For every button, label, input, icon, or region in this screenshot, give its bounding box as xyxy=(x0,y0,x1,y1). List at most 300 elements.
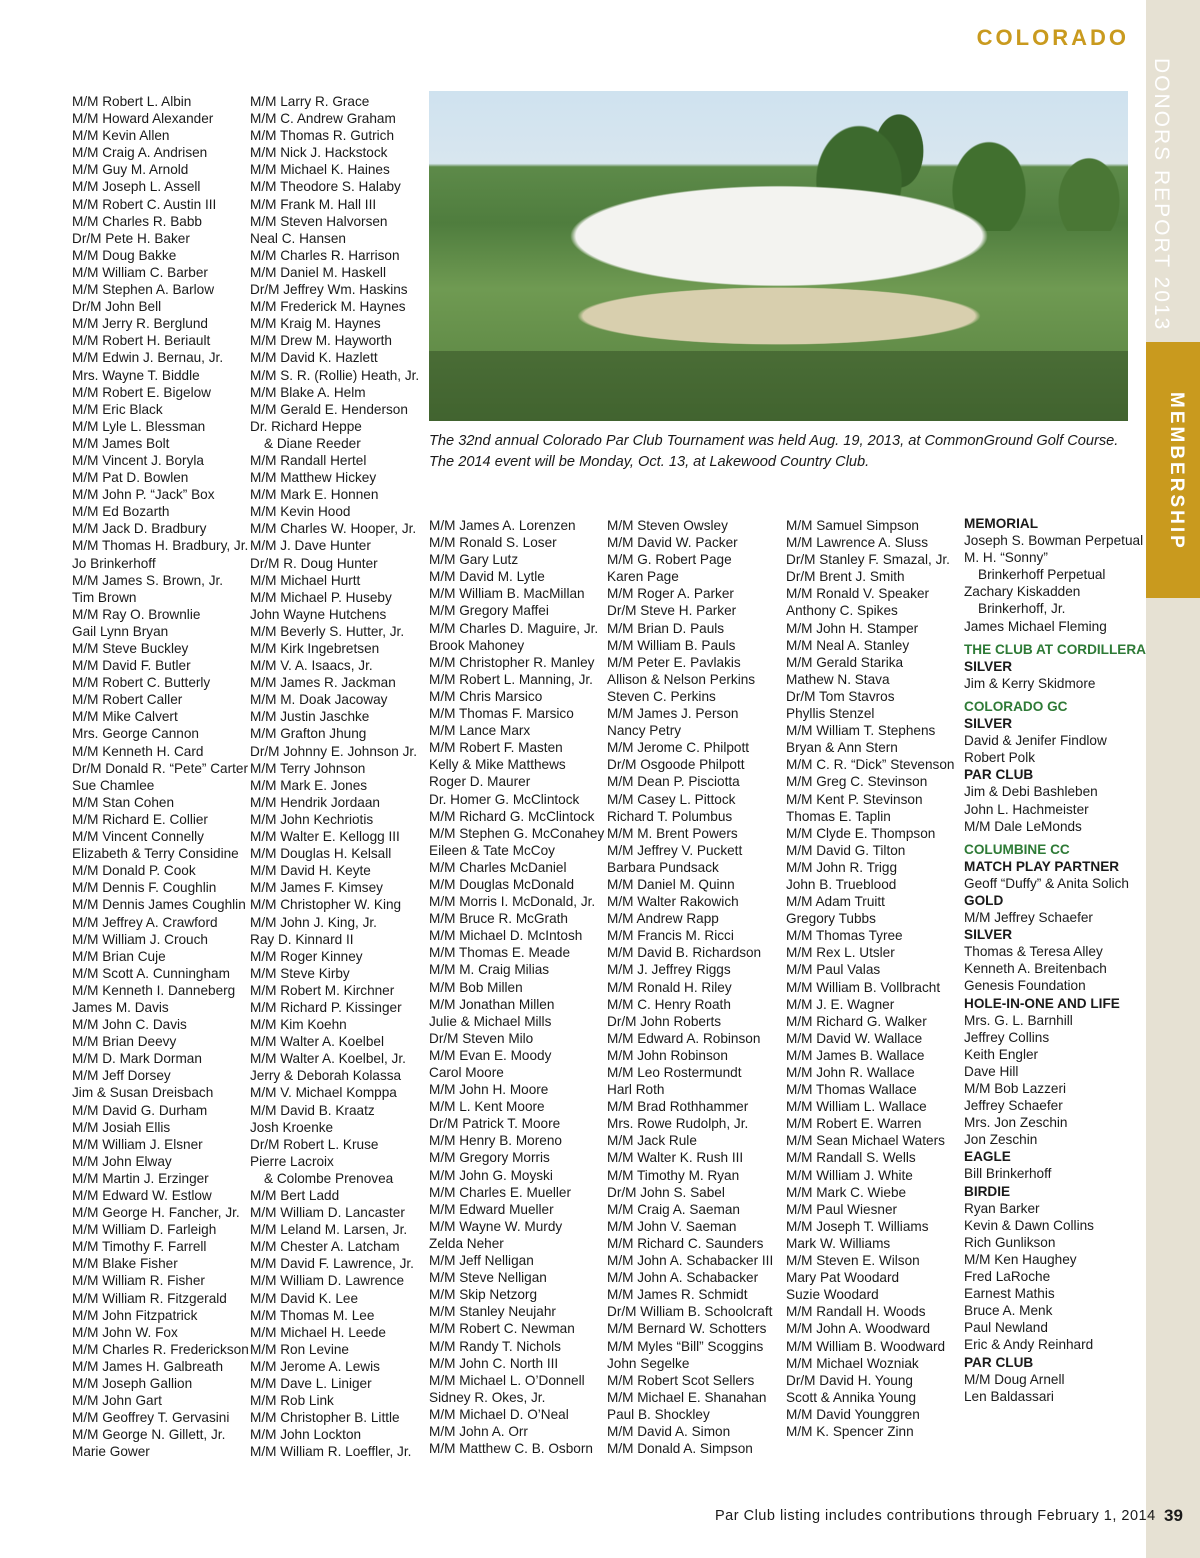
donor-name: M/M V. Michael Komppa xyxy=(250,1085,397,1101)
donor-name: Ray D. Kinnard II xyxy=(250,931,354,947)
donor-name: M/M William R. Loeffler, Jr. xyxy=(250,1444,412,1460)
donor-name: M/M Brian D. Pauls xyxy=(607,620,725,636)
donor-name: David & Jenifer Findlow xyxy=(964,733,1107,749)
donor-name: M/M Brian Cuje xyxy=(72,948,166,964)
donor-name: M/M Jeff Dorsey xyxy=(72,1068,171,1084)
donor-name: M/M David B. Kraatz xyxy=(250,1102,375,1118)
donor-name: M/M William B. MacMillan xyxy=(429,586,585,602)
donor-name: M/M J. E. Wagner xyxy=(786,996,895,1012)
donor-name: M/M Christopher W. King xyxy=(250,897,402,913)
donor-name: Dr/M Robert L. Kruse xyxy=(250,1136,379,1152)
donor-name: Fred LaRoche xyxy=(964,1269,1051,1285)
donor-name: M/M Guy M. Arnold xyxy=(72,162,189,178)
donor-name: M/M David W. Wallace xyxy=(786,1030,923,1046)
donor-name: Dr/M David H. Young xyxy=(786,1372,913,1388)
level-match-play: MATCH PLAY PARTNER xyxy=(964,858,1120,874)
donor-name: M/M Adam Truitt xyxy=(786,894,885,910)
donor-name: Kenneth A. Breitenbach xyxy=(964,961,1107,977)
donor-name: Dr/M Johnny E. Johnson Jr. xyxy=(250,743,417,759)
donor-name: M/M Jerry R. Berglund xyxy=(72,316,208,332)
donor-name: M/M Roger Kinney xyxy=(250,948,363,964)
donor-name: M/M Thomas R. Gutrich xyxy=(250,128,395,144)
donor-name: M/M J. Dave Hunter xyxy=(250,538,371,554)
cordillera-silver-list xyxy=(964,675,1146,692)
donor-name: M/M Jeffrey Schaefer xyxy=(964,910,1093,926)
donor-name: Dr/M R. Doug Hunter xyxy=(250,555,378,571)
donor-name: M/M John Gart xyxy=(72,1393,162,1409)
donor-name: Jon Zeschin xyxy=(964,1132,1038,1148)
donor-name: Richard T. Polumbus xyxy=(607,808,733,824)
columbine-eagle-list xyxy=(964,1165,1146,1182)
donor-name: M/M David Younggren xyxy=(786,1406,920,1422)
donor-name: Joseph S. Bowman Perpetual xyxy=(964,533,1144,549)
donor-name: Gregory Tubbs xyxy=(786,911,876,927)
donor-name: M/M Morris I. McDonald, Jr. xyxy=(429,894,596,910)
donor-name: M/M Rob Link xyxy=(250,1393,334,1409)
donor-name: M/M Lawrence A. Sluss xyxy=(786,535,929,551)
donor-name: M/M James H. Galbreath xyxy=(72,1358,224,1374)
donor-name: Zelda Neher xyxy=(429,1235,504,1251)
donor-name: John Wayne Hutchens xyxy=(250,606,387,622)
donor-name: M/M John Robinson xyxy=(607,1047,728,1063)
donor-name: M/M Robert M. Kirchner xyxy=(250,982,395,998)
donor-name: M/M M. Doak Jacoway xyxy=(250,692,388,708)
donor-name: Sue Chamlee xyxy=(72,777,155,793)
donor-name: M. H. “Sonny” xyxy=(964,550,1048,566)
donor-name: M/M Craig A. Andrisen xyxy=(72,145,208,161)
donor-name: M/M John Elway xyxy=(72,1153,172,1169)
donor-name: M/M Walter A. Koelbel, Jr. xyxy=(250,1051,406,1067)
donor-name: M/M Edward Mueller xyxy=(429,1201,554,1217)
donor-name: M/M Walter A. Koelbel xyxy=(250,1034,384,1050)
donor-name: M/M Lyle L. Blessman xyxy=(72,418,206,434)
donor-name: M/M Rex L. Utsler xyxy=(786,945,895,961)
memorial-heading: MEMORIAL xyxy=(964,516,1039,531)
tournament-photo xyxy=(429,91,1128,421)
donor-name: M/M William J. Crouch xyxy=(72,931,208,947)
footer-note: Par Club listing includes contributions through February 1, 2014 xyxy=(715,1508,1156,1524)
donor-name: M/M George H. Fancher, Jr. xyxy=(72,1205,240,1221)
donor-name: M/M Samuel Simpson xyxy=(786,518,919,533)
donor-name: M/M Michael D. O’Neal xyxy=(429,1406,569,1422)
donor-name: M/M Richard E. Collier xyxy=(72,811,208,827)
donor-name: M/M Jerome C. Philpott xyxy=(607,740,750,756)
donor-name: Jerry & Deborah Kolassa xyxy=(250,1068,402,1084)
donor-name: M/M Charles R. Babb xyxy=(72,213,202,229)
donor-name: M/M William D. Farleigh xyxy=(72,1222,217,1238)
donor-name: M/M Donald A. Simpson xyxy=(607,1441,753,1457)
donor-name: M/M Stanley Neujahr xyxy=(429,1304,556,1320)
donor-name: M/M Daniel M. Haskell xyxy=(250,264,386,280)
donor-name: M/M Gary Lutz xyxy=(429,552,519,568)
donor-name: M/M David M. Lytle xyxy=(429,569,545,585)
donor-name: M/M Thomas Tyree xyxy=(786,928,903,944)
donor-name: M/M Theodore S. Halaby xyxy=(250,179,401,195)
level-birdie: BIRDIE xyxy=(964,1183,1011,1199)
level-gold: GOLD xyxy=(964,892,1004,908)
donor-name: M/M Stan Cohen xyxy=(72,794,174,810)
donor-name: M/M Michael P. Huseby xyxy=(250,589,392,605)
donor-name: M/M John H. Stamper xyxy=(786,620,919,636)
donor-name: Anthony C. Spikes xyxy=(786,603,898,619)
donor-name: M/M Gregory Maffei xyxy=(429,603,549,619)
donor-name: M/M Joseph T. Williams xyxy=(786,1218,929,1234)
donor-name: Dr/M William B. Schoolcraft xyxy=(607,1304,773,1320)
donor-name: M/M David K. Hazlett xyxy=(250,350,378,366)
donor-name: Robert Polk xyxy=(964,750,1036,766)
donor-name: M/M Evan E. Moody xyxy=(429,1047,552,1063)
donor-name: M/M Frank M. Hall III xyxy=(250,196,377,212)
donor-name: M/M Stephen A. Barlow xyxy=(72,282,215,298)
donor-name: M/M Ronald V. Speaker xyxy=(786,586,930,602)
donor-name: M/M Bert Ladd xyxy=(250,1188,340,1203)
donor-name: M/M Dennis James Coughlin xyxy=(72,897,246,913)
donor-name: M/M John R. Wallace xyxy=(786,1065,915,1080)
report-title: DONORS REPORT 2013 xyxy=(1150,58,1173,332)
donor-name: M/M Matthew C. B. Osborn xyxy=(429,1441,593,1457)
donor-name: M/M Grafton Jhung xyxy=(250,726,367,742)
donor-name: Phyllis Stenzel xyxy=(786,706,875,722)
donor-name: M/M Pat D. Bowlen xyxy=(72,470,189,486)
donor-name: M/M Andrew Rapp xyxy=(607,911,719,927)
donor-name: M/M Steve Nelligan xyxy=(429,1270,547,1286)
donor-name: M/M Stephen G. McConahey xyxy=(429,825,605,841)
donor-name: M/M William R. Fisher xyxy=(72,1273,205,1289)
donor-name: M/M Steven Halvorsen xyxy=(250,213,388,229)
donor-name: M/M John C. North III xyxy=(429,1355,559,1371)
donor-name: M/M David H. Keyte xyxy=(250,863,371,879)
donor-name: M/M Jack D. Bradbury xyxy=(72,521,207,537)
donor-name: M/M Michael E. Shanahan xyxy=(607,1389,767,1405)
donor-name: M/M Robert Scot Sellers xyxy=(607,1372,755,1388)
club-columbine: COLUMBINE CC xyxy=(964,841,1070,857)
level-silver: SILVER xyxy=(964,716,1013,732)
donor-name: M/M Walter E. Kellogg III xyxy=(250,829,400,845)
donor-name: M/M Michael Hurtt xyxy=(250,572,361,588)
donor-name: M/M Michael D. McIntosh xyxy=(429,928,583,944)
donor-name: M/M John Lockton xyxy=(250,1427,362,1443)
donor-name: M/M James A. Lorenzen xyxy=(429,518,576,533)
donor-name: Steven C. Perkins xyxy=(607,688,716,704)
donor-name: Mary Pat Woodard xyxy=(786,1270,900,1286)
donor-name: M/M John V. Saeman xyxy=(607,1218,737,1234)
donor-name: M/M M. Brent Powers xyxy=(607,825,738,841)
level-par-club: PAR CLUB xyxy=(964,1354,1034,1370)
donor-name: M/M Dennis F. Coughlin xyxy=(72,880,217,896)
donor-name: M/M Robert F. Masten xyxy=(429,740,563,756)
donor-name: Carol Moore xyxy=(429,1065,504,1080)
donor-name: M/M Francis M. Ricci xyxy=(607,928,734,944)
donor-name: M/M Beverly S. Hutter, Jr. xyxy=(250,623,405,639)
donor-name: M/M John J. King, Jr. xyxy=(250,914,377,930)
colorado-gc-silver-list xyxy=(964,732,1146,766)
donor-name: M/M Casey L. Pittock xyxy=(607,791,736,807)
donor-name: M/M Robert H. Beriault xyxy=(72,333,211,349)
donor-name: M/M William B. Vollbracht xyxy=(786,979,941,995)
donor-name: M/M Ken Haughey xyxy=(964,1251,1077,1267)
donor-name: M/M Charles W. Hooper, Jr. xyxy=(250,521,417,537)
donor-name: M/M William B. Woodward xyxy=(786,1338,946,1354)
donor-name: M/M Myles “Bill” Scoggins xyxy=(607,1338,764,1354)
donor-name: Len Baldassari xyxy=(964,1388,1054,1404)
donor-name: Tim Brown xyxy=(72,589,137,605)
donor-name: M/M Larry R. Grace xyxy=(250,94,370,109)
donor-name: M/M Robert L. Manning, Jr. xyxy=(429,671,593,687)
donor-name: M/M James F. Kimsey xyxy=(250,880,383,896)
donor-name: M/M Walter K. Rush III xyxy=(607,1150,744,1166)
donor-name: Roger D. Maurer xyxy=(429,774,531,790)
donor-name: M/M Terry Johnson xyxy=(250,760,366,776)
donor-name: M/M John C. Davis xyxy=(72,1017,187,1033)
colorado-gc-par-list xyxy=(964,783,1146,834)
donor-name: M/M Drew M. Hayworth xyxy=(250,333,392,349)
columbine-match-list xyxy=(964,875,1146,892)
donor-name: Mark W. Williams xyxy=(786,1235,891,1251)
donor-name: M/M David G. Tilton xyxy=(786,842,906,858)
level-hole-in-one: HOLE-IN-ONE AND LIFE xyxy=(964,995,1120,1011)
donor-name: M/M Frederick M. Haynes xyxy=(250,299,406,315)
donor-name: M/M David G. Durham xyxy=(72,1102,208,1118)
donor-name: M/M J. Jeffrey Riggs xyxy=(607,962,731,978)
donor-name: M/M John R. Trigg xyxy=(786,859,898,875)
donor-name: M/M Robert C. Newman xyxy=(429,1321,575,1337)
donor-name: M/M Blake Fisher xyxy=(72,1256,178,1272)
donor-name: M/M Christopher B. Little xyxy=(250,1410,400,1426)
donor-name: James Michael Fleming xyxy=(964,618,1107,634)
donor-name: James M. Davis xyxy=(72,999,169,1015)
donor-name: John B. Trueblood xyxy=(786,876,897,892)
section-label: MEMBERSHIP xyxy=(1166,392,1187,551)
donor-name: Paul B. Shockley xyxy=(607,1406,710,1422)
donor-name: M/M Matthew Hickey xyxy=(250,470,377,486)
columbine-gold-list xyxy=(964,909,1146,926)
memorial-list xyxy=(964,532,1146,635)
donor-name: Pierre Lacroix xyxy=(250,1153,334,1169)
donor-name: M/M William R. Fitzgerald xyxy=(72,1290,227,1306)
donor-name: M/M D. Mark Dorman xyxy=(72,1051,202,1067)
donor-name: Brinkerhoff Perpetual xyxy=(978,567,1106,583)
donor-name: Dr/M Brent J. Smith xyxy=(786,569,905,585)
donor-name: Jim & Kerry Skidmore xyxy=(964,675,1096,691)
donor-name: M/M Kenneth H. Card xyxy=(72,743,204,759)
donor-name: Jeffrey Schaefer xyxy=(964,1098,1063,1114)
donor-name: M/M Thomas F. Marsico xyxy=(429,706,574,722)
donor-name: M/M Lance Marx xyxy=(429,723,531,739)
donor-name: Eileen & Tate McCoy xyxy=(429,842,555,858)
donor-name: Jim & Debi Bashleben xyxy=(964,784,1098,800)
club-cordillera: THE CLUB AT CORDILLERA xyxy=(964,641,1146,657)
donor-column-4 xyxy=(607,517,773,1457)
donor-name: Brook Mahoney xyxy=(429,637,525,653)
donor-name: M/M Thomas H. Bradbury, Jr. xyxy=(72,538,249,554)
donor-name: M/M Leo Rostermundt xyxy=(607,1065,742,1080)
donor-name: Mathew N. Stava xyxy=(786,671,890,687)
donor-name: Dr. Homer G. McClintock xyxy=(429,791,580,807)
donor-name: M/M Chester A. Latcham xyxy=(250,1239,400,1255)
donor-name: M/M Bruce R. McGrath xyxy=(429,911,568,927)
donor-name: M/M Dean P. Pisciotta xyxy=(607,774,740,790)
donor-name: M/M Joseph L. Assell xyxy=(72,179,201,195)
donor-name: M/M John Fitzpatrick xyxy=(72,1307,198,1323)
donor-name: M/M Joseph Gallion xyxy=(72,1376,193,1392)
donor-name: M/M Richard C. Saunders xyxy=(607,1235,764,1251)
donor-name: Mrs. Jon Zeschin xyxy=(964,1115,1068,1131)
donor-name: M/M David A. Simon xyxy=(607,1423,731,1439)
level-silver: SILVER xyxy=(964,658,1013,674)
donor-name: M/M James S. Brown, Jr. xyxy=(72,572,224,588)
donor-name: Paul Newland xyxy=(964,1320,1048,1336)
donor-name: M/M Walter Rakowich xyxy=(607,894,739,910)
donor-name: M/M Ron Levine xyxy=(250,1341,349,1357)
columbine-par-list xyxy=(964,1371,1146,1405)
donor-name: M/M Michael H. Leede xyxy=(250,1324,386,1340)
donor-name: Nancy Petry xyxy=(607,723,682,739)
donor-name: M/M Jack Rule xyxy=(607,1133,697,1149)
donor-name: M/M Douglas McDonald xyxy=(429,876,575,892)
donor-name: M/M Michael Wozniak xyxy=(786,1355,919,1371)
donor-name: Dr/M Steven Milo xyxy=(429,1030,534,1046)
donor-name: M/M James J. Person xyxy=(607,706,739,722)
donor-name: Dr/M Tom Stavros xyxy=(786,688,895,704)
donor-name: John Segelke xyxy=(607,1355,690,1371)
donor-name: M/M Kraig M. Haynes xyxy=(250,316,381,332)
donor-name: Bruce A. Menk xyxy=(964,1303,1053,1319)
donor-name: Ryan Barker xyxy=(964,1200,1040,1216)
donor-name: M/M C. Andrew Graham xyxy=(250,111,396,127)
donor-name: Suzie Woodard xyxy=(786,1287,879,1303)
donor-name: M/M Robert E. Warren xyxy=(786,1116,922,1132)
donor-name: M/M Paul Wiesner xyxy=(786,1201,898,1217)
level-silver: SILVER xyxy=(964,927,1013,943)
donor-name: M/M Steven Owsley xyxy=(607,518,728,533)
donor-name: M/M James R. Jackman xyxy=(250,675,396,691)
donor-name: M/M Bob Lazzeri xyxy=(964,1081,1066,1096)
donor-name: Jeffrey Collins xyxy=(964,1029,1050,1045)
donor-name: Eric & Andy Reinhard xyxy=(964,1337,1094,1353)
donor-name: M/M Randall S. Wells xyxy=(786,1150,916,1166)
donor-name: Keith Engler xyxy=(964,1046,1039,1062)
donor-name: M/M Richard G. Walker xyxy=(786,1013,927,1029)
donor-name: M/M John W. Fox xyxy=(72,1324,178,1340)
donor-name: M/M David F. Lawrence, Jr. xyxy=(250,1256,414,1272)
donor-name: M/M David B. Richardson xyxy=(607,945,762,961)
donor-name: M/M Greg C. Stevinson xyxy=(786,774,928,790)
donor-name: M/M Vincent Connelly xyxy=(72,829,204,845)
donor-name: Dr/M Pete H. Baker xyxy=(72,230,190,246)
donor-name: M/M Paul Valas xyxy=(786,962,881,978)
donor-name: M/M William T. Stephens xyxy=(786,723,936,739)
donor-name: Mrs. Rowe Rudolph, Jr. xyxy=(607,1116,749,1132)
donor-name: M/M Steve Buckley xyxy=(72,641,189,656)
donor-name: M/M Jerome A. Lewis xyxy=(250,1358,380,1374)
donor-name: M/M Richard P. Kissinger xyxy=(250,999,402,1015)
donor-name: M/M Gregory Morris xyxy=(429,1150,550,1166)
donor-name: M/M Kevin Allen xyxy=(72,128,170,144)
donor-name: M/M Ed Bozarth xyxy=(72,504,170,520)
donor-name: M/M Ray O. Brownlie xyxy=(72,606,201,622)
donor-name: Rich Gunlikson xyxy=(964,1234,1056,1250)
donor-name: M/M Jeffrey V. Puckett xyxy=(607,842,743,858)
donor-name: Dr/M Jeffrey Wm. Haskins xyxy=(250,282,408,298)
donor-name: M/M Jonathan Millen xyxy=(429,996,555,1012)
club-colorado-gc: COLORADO GC xyxy=(964,698,1068,714)
donor-name: M/M Michael L. O’Donnell xyxy=(429,1372,585,1388)
donor-name: Bill Brinkerhoff xyxy=(964,1166,1052,1182)
donor-name: M/M G. Robert Page xyxy=(607,552,732,568)
donor-name: Brinkerhoff, Jr. xyxy=(978,601,1066,617)
donor-name: M/M William B. Pauls xyxy=(607,637,736,653)
donor-name: M/M Mike Calvert xyxy=(72,709,178,725)
donor-name: Dr/M John Roberts xyxy=(607,1013,722,1029)
donor-name: M/M Justin Jaschke xyxy=(250,709,370,725)
donor-name: M/M Douglas H. Kelsall xyxy=(250,846,392,862)
donor-name: M/M Peter E. Pavlakis xyxy=(607,654,741,670)
donor-name: M/M Doug Arnell xyxy=(964,1371,1065,1387)
donor-name: Jo Brinkerhoff xyxy=(72,555,156,571)
donor-name: M/M Timothy M. Ryan xyxy=(607,1167,740,1183)
donor-name: Thomas & Teresa Alley xyxy=(964,944,1103,960)
donor-name: M/M Thomas Wallace xyxy=(786,1082,917,1098)
donor-name: M/M Robert Caller xyxy=(72,692,183,708)
club-listings xyxy=(964,515,1146,1405)
donor-name: M/M Steve Kirby xyxy=(250,965,350,981)
columbine-birdie-list xyxy=(964,1200,1146,1354)
donor-name: M/M John Kechriotis xyxy=(250,811,374,827)
donor-name: Dr/M John S. Sabel xyxy=(607,1184,725,1200)
donor-name: M/M M. Craig Milias xyxy=(429,962,550,978)
donor-name: Elizabeth & Terry Considine xyxy=(72,846,239,862)
donor-name: M/M Bernard W. Schotters xyxy=(607,1321,767,1337)
donor-name: Mrs. G. L. Barnhill xyxy=(964,1012,1073,1028)
donor-name: M/M Charles R. Harrison xyxy=(250,247,400,263)
donor-name: M/M Dave L. Liniger xyxy=(250,1376,372,1392)
donor-name: M/M Michael K. Haines xyxy=(250,162,390,178)
columbine-silver-list xyxy=(964,943,1146,994)
donor-name: M/M Steven E. Wilson xyxy=(786,1253,920,1269)
donor-name: Zachary Kiskadden xyxy=(964,584,1081,600)
donor-name: M/M Jeffrey A. Crawford xyxy=(72,914,218,930)
donor-column-1 xyxy=(72,93,249,1461)
donor-name: M/M Robert L. Albin xyxy=(72,94,192,109)
donor-name: & Colombe Prenovea xyxy=(264,1170,394,1186)
donor-name: Julie & Michael Mills xyxy=(429,1013,552,1029)
donor-name: M/M Craig A. Saeman xyxy=(607,1201,740,1217)
donor-name: M/M Edwin J. Bernau, Jr. xyxy=(72,350,224,366)
donor-name: & Diane Reeder xyxy=(264,435,361,451)
donor-name: Dr/M Steve H. Parker xyxy=(607,603,737,619)
donor-name: M/M Robert C. Austin III xyxy=(72,196,217,212)
donor-name: Mrs. George Cannon xyxy=(72,726,199,742)
donor-name: Dr/M Osgoode Philpott xyxy=(607,757,745,773)
donor-name: M/M Brad Rothhammer xyxy=(607,1099,749,1115)
donor-name: M/M Sean Michael Waters xyxy=(786,1133,945,1149)
donor-name: M/M Chris Marsico xyxy=(429,688,543,704)
donor-name: M/M Scott A. Cunningham xyxy=(72,965,230,981)
donor-name: Sidney R. Okes, Jr. xyxy=(429,1389,546,1405)
donor-name: M/M Randall Hertel xyxy=(250,452,367,468)
donor-name: M/M David K. Lee xyxy=(250,1290,359,1306)
donor-name: M/M Kent P. Stevinson xyxy=(786,791,923,807)
donor-name: M/M Vincent J. Boryla xyxy=(72,452,204,468)
donor-name: M/M Skip Netzorg xyxy=(429,1287,538,1303)
donor-name: Mrs. Wayne T. Biddle xyxy=(72,367,200,383)
donor-name: M/M Blake A. Helm xyxy=(250,384,366,400)
donor-name: M/M Geoffrey T. Gervasini xyxy=(72,1410,230,1426)
donor-name: M/M Charles E. Mueller xyxy=(429,1184,572,1200)
donor-name: M/M Thomas M. Lee xyxy=(250,1307,375,1323)
donor-name: M/M Mark C. Wiebe xyxy=(786,1184,907,1200)
donor-name: M/M Robert E. Bigelow xyxy=(72,384,212,400)
